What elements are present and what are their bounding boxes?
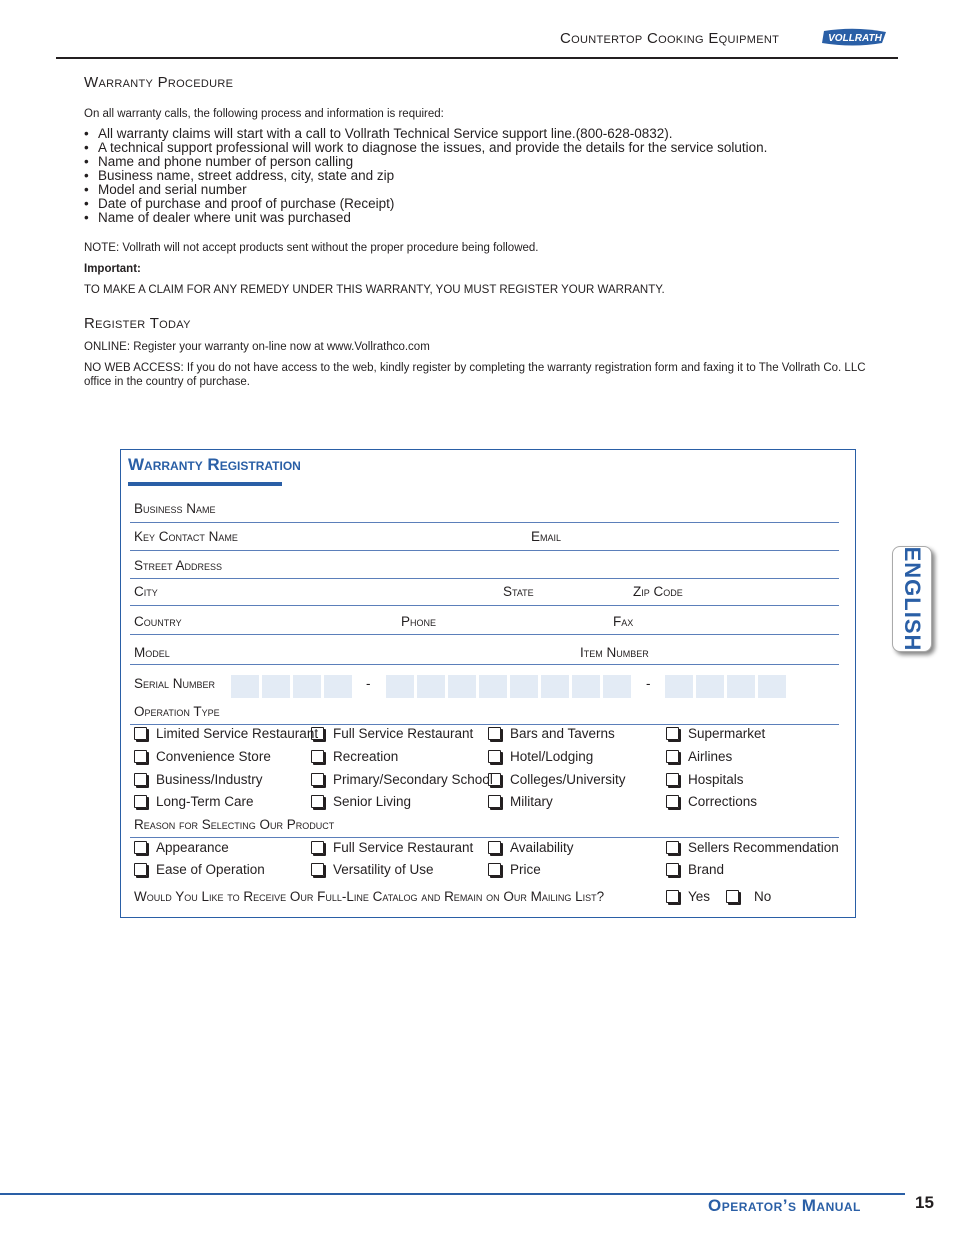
registration-title: Warranty Registration [128, 455, 301, 474]
checkbox-icon [666, 841, 679, 854]
item-number-label: Item Number [580, 645, 649, 660]
serial-digit-box[interactable] [758, 675, 786, 698]
country-line[interactable] [130, 634, 839, 635]
checkbox-recreation[interactable]: Recreation [311, 749, 398, 764]
page-number: 15 [915, 1193, 934, 1212]
checkbox-icon [726, 890, 739, 903]
serial-digit-box[interactable] [727, 675, 755, 698]
bullet-item: • Model and serial number [84, 182, 247, 197]
checkbox-price[interactable]: Price [488, 862, 541, 877]
city-label: City [134, 584, 158, 599]
bullet-item: • Name and phone number of person calling [84, 154, 354, 169]
bullet-item: • Business name, street address, city, state and zip [84, 168, 395, 183]
checkbox-senior-living[interactable]: Senior Living [311, 794, 411, 809]
checkbox-icon [311, 750, 324, 763]
checkbox-icon [311, 795, 324, 808]
serial-digit-box[interactable] [262, 675, 290, 698]
checkbox-icon [488, 773, 501, 786]
street-label: Street Address [134, 558, 223, 573]
checkbox-icon [666, 727, 679, 740]
checkbox-business-industry[interactable]: Business/Industry [134, 772, 263, 787]
checkbox-colleges-university[interactable]: Colleges/University [488, 772, 626, 787]
procedure-title: Warranty Procedure [84, 74, 234, 91]
checkbox-primary-secondary-school[interactable]: Primary/Secondary School [311, 772, 493, 787]
title-underline [128, 482, 282, 486]
checkbox-full-service-restaurant[interactable]: Full Service Restaurant [311, 726, 473, 741]
serial-digit-box[interactable] [448, 675, 476, 698]
checkbox-icon [488, 727, 501, 740]
serial-digit-box[interactable] [479, 675, 507, 698]
serial-digit-box[interactable] [572, 675, 600, 698]
checkbox-icon [311, 727, 324, 740]
reason-line [130, 837, 839, 838]
procedure-bullets [84, 127, 767, 225]
checkbox-versatility-of-use[interactable]: Versatility of Use [311, 862, 434, 877]
serial-digit-box[interactable] [510, 675, 538, 698]
checkbox-icon [488, 750, 501, 763]
business-name-label: Business Name [134, 501, 216, 516]
checkbox-brand[interactable]: Brand [666, 862, 724, 877]
header-rule [56, 57, 898, 59]
city-line[interactable] [130, 605, 839, 606]
checkbox-airlines[interactable]: Airlines [666, 749, 732, 764]
zip-label: Zip Code [633, 584, 683, 599]
serial-digit-box[interactable] [696, 675, 724, 698]
vollrath-logo [820, 28, 890, 48]
checkbox-icon [134, 841, 147, 854]
reason-label: Reason for Selecting Our Product [134, 817, 335, 832]
serial-digit-box[interactable] [603, 675, 631, 698]
bullet-item: • All warranty claims will start with a call to Vollrath Technical Service support line.(800-628-0832). [84, 126, 673, 141]
procedure-intro: On all warranty calls, the following process and information is required: [84, 108, 444, 120]
checkbox-hospitals[interactable]: Hospitals [666, 772, 744, 787]
checkbox-catalog-no[interactable]: No [726, 889, 771, 904]
checkbox-icon [134, 773, 147, 786]
serial-digit-box[interactable] [541, 675, 569, 698]
model-label: Model [134, 645, 170, 660]
checkbox-icon [134, 795, 147, 808]
serial-dash: - [366, 676, 371, 691]
serial-digit-box[interactable] [417, 675, 445, 698]
business-name-line[interactable] [130, 522, 839, 523]
catalog-question: Would You Like to Receive Our Full-Line Catalog and Remain on Our Mailing List? [134, 889, 605, 904]
checkbox-icon [488, 863, 501, 876]
checkbox-icon [134, 727, 147, 740]
state-label: State [503, 584, 534, 599]
checkbox-catalog-yes[interactable]: Yes [666, 889, 710, 904]
checkbox-icon [311, 863, 324, 876]
operation-type-label: Operation Type [134, 704, 220, 719]
checkbox-icon [311, 773, 324, 786]
checkbox-bars-and-taverns[interactable]: Bars and Taverns [488, 726, 615, 741]
checkbox-corrections[interactable]: Corrections [666, 794, 757, 809]
important-text: TO MAKE A CLAIM FOR ANY REMEDY UNDER THIS WARRANTY, YOU MUST REGISTER YOUR WARRANTY. [84, 284, 665, 296]
checkbox-icon [311, 841, 324, 854]
checkbox-ease-of-operation[interactable]: Ease of Operation [134, 862, 265, 877]
model-line[interactable] [130, 664, 839, 665]
register-online: ONLINE: Register your warranty on-line now at www.Vollrathco.com [84, 341, 430, 353]
serial-digit-box[interactable] [293, 675, 321, 698]
checkbox-convenience-store[interactable]: Convenience Store [134, 749, 271, 764]
checkbox-icon [666, 750, 679, 763]
serial-dash: - [646, 676, 651, 691]
checkbox-icon [134, 750, 147, 763]
bullet-item: • A technical support professional will work to diagnose the issues, and provide the details for the service solution. [84, 140, 768, 155]
phone-label: Phone [401, 614, 437, 629]
running-header-title: Countertop Cooking Equipment [560, 30, 780, 47]
operation-type-line [130, 724, 839, 725]
checkbox-icon [666, 795, 679, 808]
checkbox-limited-service-restaurant[interactable]: Limited Service Restaurant [134, 726, 318, 741]
fax-label: Fax [613, 614, 634, 629]
language-tab-label: ENGLISH [900, 546, 925, 652]
register-no-web: NO WEB ACCESS: If you do not have access to the web, kindly register by completing the warranty registration form and faxing it to The Vollrath Co. LLC office in the country of purchase. [84, 362, 866, 388]
checkbox-icon [134, 863, 147, 876]
serial-digit-box[interactable] [665, 675, 693, 698]
serial-number-label: Serial Number [134, 676, 216, 691]
important-label: Important: [84, 263, 141, 275]
email-label: Email [531, 529, 562, 544]
checkbox-long-term-care[interactable]: Long-Term Care [134, 794, 254, 809]
checkbox-hotel-lodging[interactable]: Hotel/Lodging [488, 749, 593, 764]
checkbox-appearance[interactable]: Appearance [134, 840, 229, 855]
key-contact-line[interactable] [130, 550, 839, 551]
key-contact-label: Key Contact Name [134, 529, 238, 544]
country-label: Country [134, 614, 182, 629]
checkbox-reason-full-service-restaurant[interactable]: Full Service Restaurant [311, 840, 473, 855]
procedure-note: NOTE: Vollrath will not accept products sent without the proper procedure being followed. [84, 242, 539, 254]
checkbox-sellers-recommendation[interactable]: Sellers Recommendation [666, 840, 839, 855]
checkbox-availability[interactable]: Availability [488, 840, 574, 855]
checkbox-icon [666, 773, 679, 786]
serial-digit-box[interactable] [324, 675, 352, 698]
footer-rule [0, 1193, 905, 1195]
checkbox-supermarket[interactable]: Supermarket [666, 726, 765, 741]
bullet-item: • Name of dealer where unit was purchased [84, 210, 351, 225]
svg-text:VOLLRATH: VOLLRATH [828, 33, 882, 44]
checkbox-icon [488, 841, 501, 854]
checkbox-military[interactable]: Military [488, 794, 553, 809]
serial-digit-box[interactable] [231, 675, 259, 698]
street-line[interactable] [130, 578, 839, 579]
bullet-item: • Date of purchase and proof of purchase (Receipt) [84, 196, 395, 211]
register-title: Register Today [84, 315, 191, 332]
footer-title: Operator’s Manual [708, 1196, 861, 1215]
serial-digit-box[interactable] [386, 675, 414, 698]
checkbox-icon [488, 795, 501, 808]
checkbox-icon [666, 890, 679, 903]
checkbox-icon [666, 863, 679, 876]
language-tab [892, 546, 932, 652]
